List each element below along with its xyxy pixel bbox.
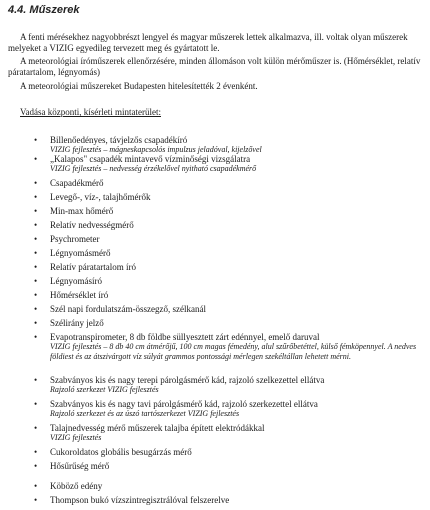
list-item-text: Min-max hőmérő xyxy=(50,206,114,216)
intro-paragraph-2-text: A meteorológiai íróműszerek ellenőrzésére, minden állomáson volt külön mérőműszer is. (Hőmérséklet, relatív páratartalom, légnyomás) xyxy=(8,56,421,77)
bullet-icon: • xyxy=(34,192,38,202)
list-item-text: Hősűrűség mérő xyxy=(50,461,110,471)
bullet-icon: • xyxy=(34,332,38,342)
bullet-icon: • xyxy=(34,399,38,409)
list-item-text: Levegő-, víz-, talajhőmérők xyxy=(50,192,151,202)
bullet-icon: • xyxy=(34,318,38,328)
list-item-text: Szél napi fordulatszám-összegző, szélkanál xyxy=(50,304,206,314)
list-item-note: VIZIG fejlesztés – mágneskapcsolós impulzus jeladóval, kijelzővel xyxy=(50,145,262,154)
bullet-icon: • xyxy=(34,375,38,385)
bullet-icon: • xyxy=(34,206,38,216)
list-item-text: Talajnedvesség mérő műszerek talajba épített elektródákkal VIZIG fejlesztés xyxy=(50,423,422,443)
list-item-note: VIZIG fejlesztés – nedvesség érzékelővel nyitható csapadékmérő xyxy=(50,164,257,173)
list-item-text: Légnyomásíró xyxy=(50,276,102,286)
bullet-icon: • xyxy=(34,481,38,491)
bullet-icon: • xyxy=(34,262,38,272)
list-item-note: VIZIG fejlesztés – 8 db 40 cm átmérőjű, 100 cm magas fémedény, alul szűrőbetéttel, külső fémköpennyel. A nedves földiest és az átszivárgott víz súlyát grammos pontossági mérlegen szekéltállan lehetett mérni. xyxy=(50,342,417,361)
bullet-icon: • xyxy=(34,154,38,164)
list-item-text: Psychrometer xyxy=(50,234,100,244)
bullet-icon: • xyxy=(34,423,38,433)
bullet-icon: • xyxy=(34,290,38,300)
list-item-text: Légnyomásmérő xyxy=(50,248,111,258)
list-item-text: „Kalapos" csapadék mintavevő vízminőségi vizsgálatra VIZIG fejlesztés – nedvesség érzékelővel nyitható csapadékmérő xyxy=(50,154,422,174)
intro-paragraph-1-text: A fenti mérésekhez nagyobbrészt lengyel és magyar műszerek lettek alkalmazva, ill. voltak olyan műszerek melyeket a VIZIG egyedileg tervezett meg és gyártatott le. xyxy=(8,32,408,53)
bullet-icon: • xyxy=(34,447,38,457)
intro-paragraph-3-text: A meteorológiai műszereket Budapesten hitelesítették 2 évenként. xyxy=(20,81,258,91)
list-item-note: Rajzoló szerkezet VIZIG fejlesztés xyxy=(50,385,159,394)
list-item-note: Rajzoló szerkezet és az úszó tartószerkezet VIZIG fejlesztés xyxy=(50,409,240,418)
bullet-icon: • xyxy=(34,234,38,244)
list-item-text: Cukoroldatos globális besugárzás mérő xyxy=(50,447,192,457)
bullet-icon: • xyxy=(34,276,38,286)
list-item-text: Szabványos kis és nagy tavi párolgásmérő kád, rajzoló szerkezettel ellátva Rajzoló szerkezet és az úszó tartószerkezet VIZIG fejlesztés xyxy=(50,399,422,419)
bullet-icon: • xyxy=(34,178,38,188)
subheading: Vadása központi, kísérleti mintaterület: xyxy=(20,107,161,117)
list-item-text: Relatív páratartalom író xyxy=(50,262,136,272)
bullet-icon: • xyxy=(34,495,38,505)
list-item-text: Csapadékmérő xyxy=(50,178,104,188)
list-item-text: Relatív nedvességmérő xyxy=(50,220,134,230)
list-item-text: Köböző edény xyxy=(50,481,103,491)
intro-paragraph-1 xyxy=(8,32,424,53)
bullet-icon: • xyxy=(34,248,38,258)
bullet-icon: • xyxy=(34,135,38,145)
list-item-text: Szélirány jelző xyxy=(50,318,104,328)
list-item-text: Billenőedényes, távjelzős csapadékíró VIZIG fejlesztés – mágneskapcsolós impulzus jeladóval, kijelzővel xyxy=(50,135,422,155)
bullet-icon: • xyxy=(34,304,38,314)
list-item-note: VIZIG fejlesztés xyxy=(50,433,102,442)
list-item-text: Thompson bukó vízszintregisztrálóval felszerelve xyxy=(50,495,230,505)
section-heading: 4.4. Műszerek xyxy=(8,4,80,16)
bullet-icon: • xyxy=(34,220,38,230)
list-item-text: Hőmérséklet író xyxy=(50,290,109,300)
list-item-text: Szabványos kis és nagy terepi párolgásmérő kád, rajzoló szelkezettel ellátva Rajzoló szerkezet VIZIG fejlesztés xyxy=(50,375,422,395)
intro-paragraph-2 xyxy=(8,56,424,77)
bullet-icon: • xyxy=(34,461,38,471)
intro-paragraph-3 xyxy=(8,81,424,92)
list-item-text: Evapotranspirometer, 8 db földbe süllyesztett zárt edénnyel, emelő daruval VIZIG fejlesztés – 8 db 40 cm átmérőjű, 100 cm magas fémedény, alul szűrőbetéttel, külső fémköpennyel. A nedves földiest és az átszivárgott víz súlyát grammos pontossági mérlegen szekéltállan lehetett mérni. xyxy=(50,332,422,361)
